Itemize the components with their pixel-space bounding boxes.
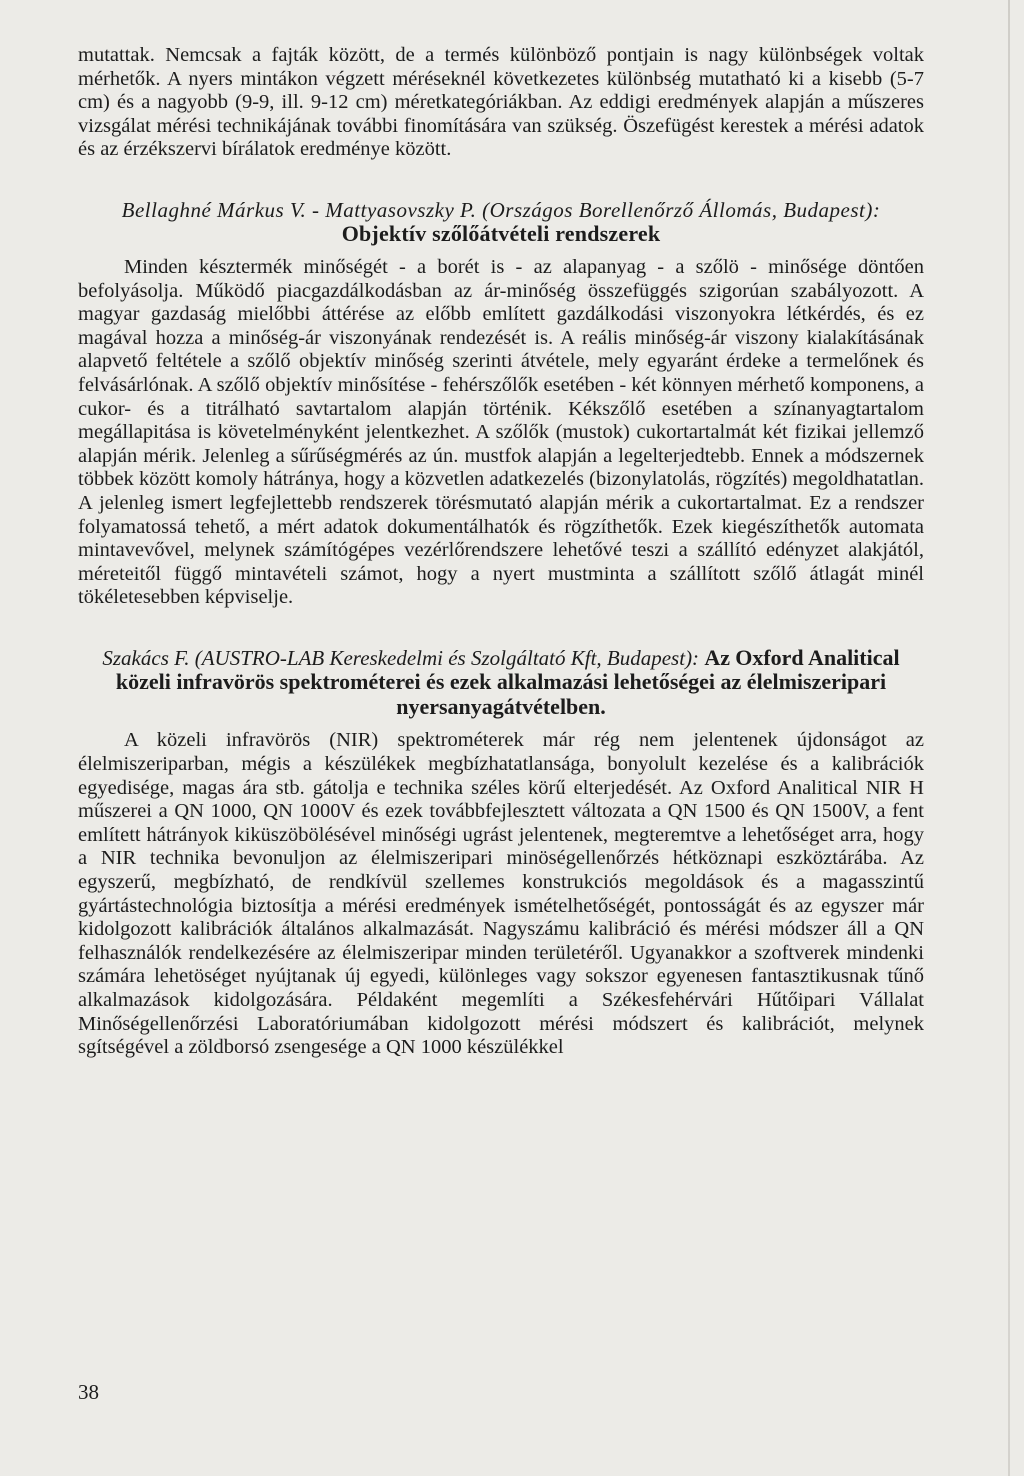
article2-body: A közeli infravörös (NIR) spektrométerek már rég nem jelentenek újdonságot az élelmiszeriparban, mégis a készülékek megbízhatatlansága, bonyolult kezelése és a kalibrációk egyedisége, magas ára stb. gátolja e technika széles körű elterjedését. Az Oxford Analitical NIR H műszerei a QN 1000, QN 1000V és ezek továbbfejlesztett változata a QN 1500 és QN 1500V, a fent említett hátrányok kiküszöbölésével minőségi ugrást jelentenek, megteremtve a lehetőséget arra, hogy a NIR technika bevonuljon az élelmiszeripari minöségellenőrzés hétköznapi eszköztárába. Az egyszerű, megbízható, de rendkívül szellemes konstrukciós megoldások és a magasszintű gyártástechnológia biztosítja a mérési eredmények ismételhetőségét, pontosságát és az egyszer már kidolgozott kalibrációk általános alkalmazását. Nagyszámu kalibráció és mérési módszer áll a QN felhasználók rendelkezésére az élelmiszeripar minden területéről. Ugyanakkor a szoftverek mindenki számára lehetöséget nyújtanak új egyedi, különleges vagy sokszor egyenesen fantasztikusnak tűnő alkalmazások kidolgozására. Példaként megemlíti a Székesfehérvári Hűtőipari Vállalat Minőségellenőrzési Laboratóriumában kidolgozott mérési módszert és kalibrációt, melynek sgítségével a zöldborsó zsengesége a QN 1000 készülékkel xyxy=(78,729,924,1059)
page-number: 38 xyxy=(78,1380,99,1404)
article2-heading xyxy=(78,646,924,720)
scan-edge xyxy=(1008,0,1010,1476)
article1-body: Minden késztermék minőségét - a borét is - az alapanyag - a szőlö - minősége döntően befolyásolja. Működő piacgazdálkodásban az ár-minőség összefüggés szigorúan szabályozott. A magyar gazdaság mielőbbi áttérése az előbb említett gazdálkodási viszonyokra létkérdés, és ez magával hozza a minőség-ár viszonyának rendezését is. A reális minőség-ár viszony kialakításának alapvető feltétele a szőlő objektív minőség szerinti átvétele, mely egyaránt érdeke a termelőnek és felvásárlónak. A szőlő objektív minősítése - fehérszőlők esetében - két könnyen mérhető komponens, a cukor- és a titrálható savtartalom alapján történik. Kékszőlő esetében a színanyagtartalom megállapitása is követelményként jelentkezhet. A szőlők (mustok) cukortartalmát két fizikai jellemző alapján mérik. Jelenleg a sűrűségmérés az ún. mustfok alapján a legelterjedtebb. Ennek a módszernek többek között komoly hátránya, hogy a közvetlen adatkezelés (bizonylatolás, rögzítés) megoldhatatlan. A jelenleg ismert legfejlettebb rendszerek törésmutató alapján mérik a cukortartalmat. Ez a rendszer folyamatossá tehető, a mért adatok dokumentálhatók és rögzíthetők. Ezek kiegészíthetők automata mintavevővel, melynek számítógépes vezérlőrendszere lehetővé teszi a szállító edényzet alakjától, méreteitől függő mintavételi számot, hogy a nyert mustminta a szállított szőlő átlagát minél tökéletesebben képviselje. xyxy=(78,255,924,609)
article1-authors: Bellaghné Márkus V. - Mattyasovszky P. (Országos Borellenőrző Állomás, Budapest): xyxy=(121,197,881,222)
article2-title-lead: Az xyxy=(704,644,730,670)
article2-title: Oxford Analitical közeli infravörös spektrométerei és ezek alkalmazási lehetőségei az élelmiszeripari nyersanyagátvételben. xyxy=(115,644,900,719)
page-content xyxy=(78,44,924,1060)
article2-authors: Szakács F. (AUSTRO-LAB Kereskedelmi és Szolgáltató Kft, Budapest): xyxy=(102,645,700,670)
article1-heading xyxy=(78,198,924,246)
article1-title: Objektív szőlőátvételi rendszerek xyxy=(341,220,661,246)
intro-paragraph: mutattak. Nemcsak a fajták között, de a termés különböző pontjain is nagy különbségek voltak mérhetők. A nyers mintákon végzett méréseknél következetes különbség mutatható ki a kisebb (5-7 cm) és a nagyobb (9-9, ill. 9-12 cm) méretkategóriákban. Az eddigi eredmények alapján a műszeres vizsgálat mérési technikájának további finomítására van szükség. Öszefügést kerestek a mérési adatok és az érzékszervi bírálatok eredménye között. xyxy=(78,44,924,161)
